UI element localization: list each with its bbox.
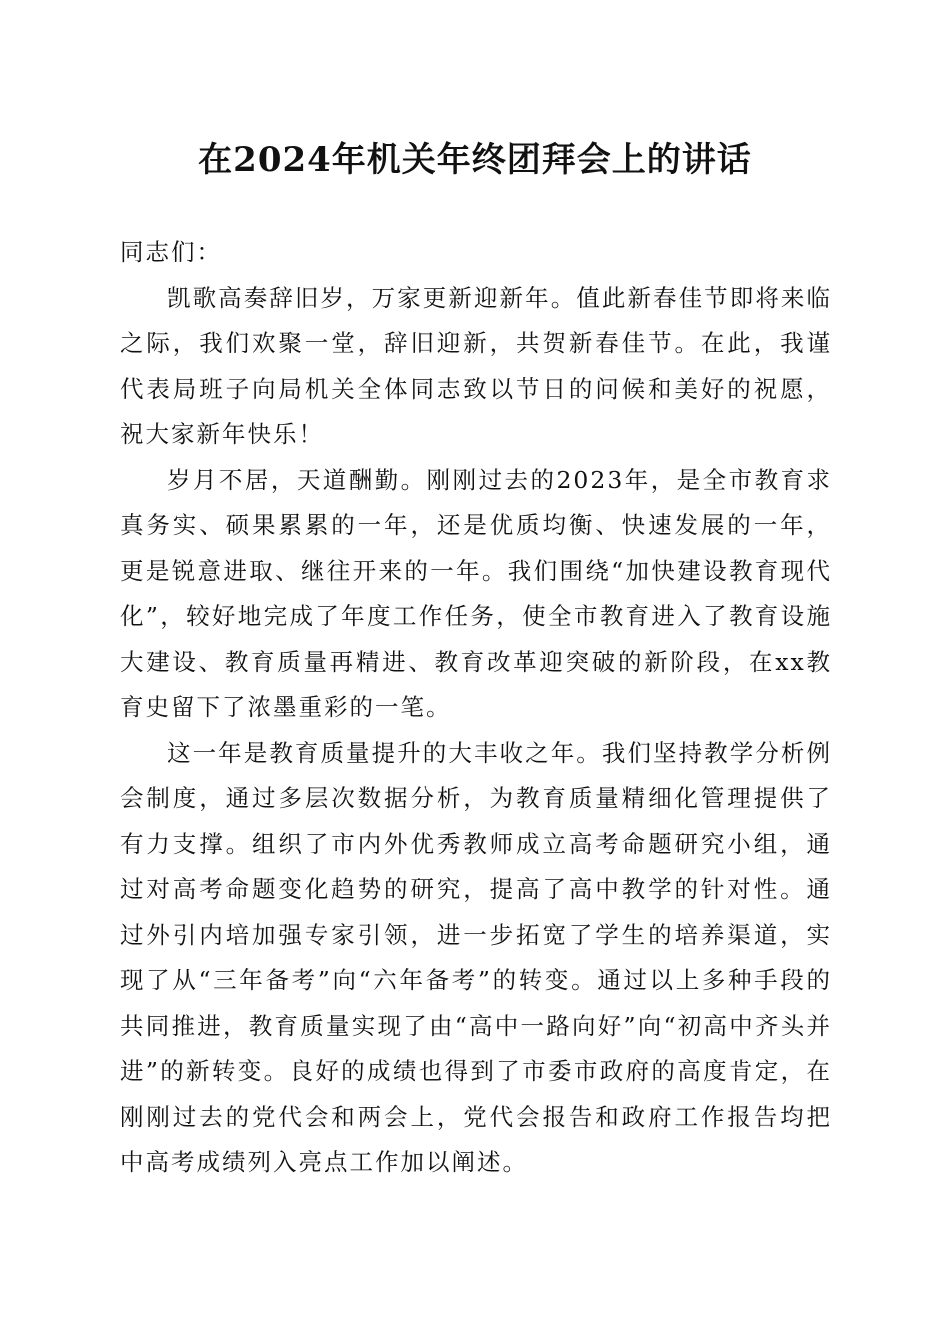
document-title: 在2024年机关年终团拜会上的讲话 [198, 140, 752, 180]
paragraph-greeting: 凯歌高奏辞旧岁，万家更新迎新年。值此新春佳节即将来临之际，我们欢聚一堂，辞旧迎新，共贺新春佳节。在此，我谨代表局班子向局机关全体同志致以节日的问候和美好的祝愿，祝大家新年快乐！ [120, 283, 832, 448]
paragraph-education-quality: 这一年是教育质量提升的大丰收之年。我们坚持教学分析例会制度，通过多层次数据分析，为教育质量精细化管理提供了有力支撑。组织了市内外优秀教师成立高考命题研究小组，通过对高考命题变化趋势的研究，提高了高中教学的针对性。通过外引内培加强专家引领，进一步拓宽了学生的培养渠道，实现了从“三年备考”向“六年备考”的转变。通过以上多种手段的共同推进，教育质量实现了由“高中一路向好”向“初高中齐头并进”的新转变。良好的成绩也得到了市委市政府的高度肯定，在刚刚过去的党代会和两会上，党代会报告和政府工作报告均把中高考成绩列入亮点工作加以阐述。 [120, 738, 832, 1176]
document-body [120, 230, 832, 1186]
salutation: 同志们： [120, 238, 222, 266]
paragraph-year-review: 岁月不居，天道酬勤。刚刚过去的2023年，是全市教育求真务实、硕果累累的一年，还是优质均衡、快速发展的一年，更是锐意进取、继往开来的一年。我们围绕“加快建设教育现代化”，较好地完成了年度工作任务，使全市教育进入了教育设施大建设、教育质量再精进、教育改革迎突破的新阶段，在xx教育史留下了浓墨重彩的一笔。 [120, 465, 832, 721]
